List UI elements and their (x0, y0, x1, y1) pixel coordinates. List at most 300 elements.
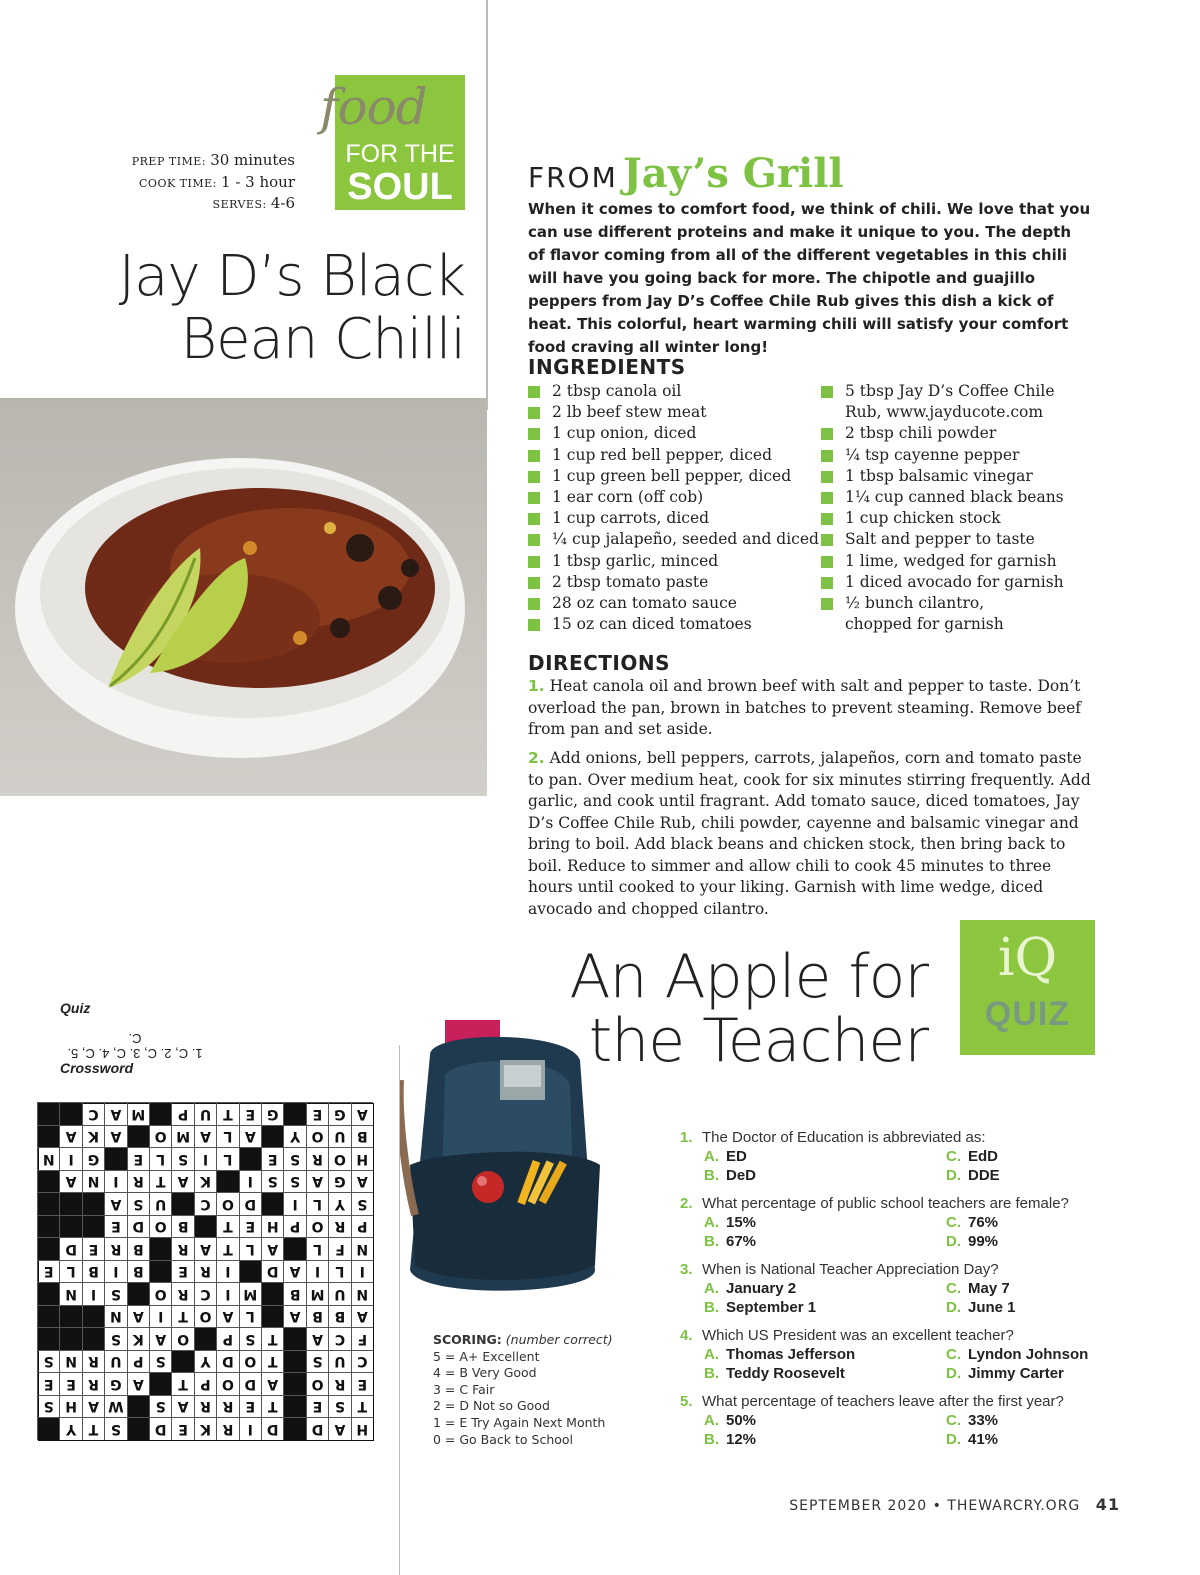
crossword-cell (59, 1395, 81, 1418)
page-footer (789, 1495, 1120, 1514)
crossword-cell (283, 1260, 305, 1283)
crossword-letter: A (334, 1421, 346, 1437)
crossword-letter: R (222, 1421, 234, 1437)
crossword-letter: D (154, 1421, 167, 1437)
crossword-cell (351, 1328, 373, 1351)
crossword-letter: D (222, 1353, 234, 1370)
crossword-letter: E (43, 1263, 54, 1280)
crossword-cell (328, 1125, 350, 1148)
crossword-cell (351, 1283, 373, 1306)
scoring-header (433, 1332, 613, 1349)
bullet-square-icon (528, 556, 540, 568)
crossword-black-cell (149, 1260, 171, 1283)
crossword-black-cell (239, 1260, 261, 1283)
crossword-letter: O (221, 1196, 234, 1212)
crossword-letter: U (199, 1106, 212, 1122)
crossword-letter: A (200, 1128, 211, 1145)
answer-option-c (946, 1147, 998, 1166)
logo-soul-text: SOUL (347, 166, 453, 208)
chili-bowl-photo (0, 398, 487, 796)
ingredient-item (821, 466, 1064, 487)
option-letter: A. (704, 1280, 719, 1297)
crossword-cell (283, 1193, 305, 1216)
step-text: Heat canola oil and brown beef with salt and pepper to taste. Don’t overload the pan, brown in batches to prevent steaming. Remove beef from pan and set aside. (528, 677, 1081, 738)
crossword-letter: N (356, 1286, 369, 1302)
crossword-letter: A (356, 1106, 368, 1122)
directions-heading: DIRECTIONS (528, 651, 671, 675)
crossword-cell (216, 1148, 238, 1171)
crossword-cell (306, 1125, 328, 1148)
crossword-cell (216, 1125, 238, 1148)
crossword-cell (171, 1395, 193, 1418)
crossword-letter: T (178, 1308, 188, 1325)
crossword-cell (104, 1215, 126, 1238)
crossword-letter: P (200, 1376, 211, 1392)
option-text: ED (726, 1148, 747, 1165)
crossword-cell (328, 1215, 350, 1238)
crossword-letter: S (245, 1331, 256, 1347)
crossword-cell (239, 1193, 261, 1216)
crossword-cell (306, 1305, 328, 1328)
crossword-letter: A (312, 1331, 323, 1347)
crossword-letter: S (110, 1286, 121, 1302)
crossword-letter: O (154, 1218, 167, 1235)
bullet-square-icon (821, 598, 833, 610)
direction-step-1 (528, 676, 1094, 741)
quiz-title-line2: the Teacher (588, 1006, 928, 1076)
crossword-letter: N (356, 1241, 369, 1257)
ingredient-item (528, 466, 819, 487)
crossword-cell (59, 1373, 81, 1396)
crossword-letter: C (357, 1353, 368, 1370)
crossword-letter: A (110, 1106, 122, 1122)
crossword-cell (216, 1328, 238, 1351)
crossword-letter: B (356, 1128, 368, 1145)
crossword-cell (104, 1373, 126, 1396)
crossword-letter: D (244, 1376, 257, 1392)
option-letter: B. (704, 1167, 719, 1184)
ingredient-item (528, 508, 819, 529)
crossword-letter: T (267, 1353, 278, 1370)
crossword-cell (194, 1395, 216, 1418)
crossword-cell (127, 1193, 149, 1216)
ingredient-text: 2 tbsp tomato paste (552, 572, 709, 591)
answer-option-c (946, 1213, 998, 1232)
column-divider (486, 0, 488, 410)
crossword-letter: D (266, 1421, 279, 1437)
question-text-row (680, 1392, 1110, 1411)
answers-quiz-text: 1. C, 2. C, 3. C, 4. C, 5. C. (67, 1031, 203, 1061)
crossword-letter: F (335, 1241, 345, 1257)
question-text: Which US President was an excellent teacher? (702, 1327, 1014, 1344)
crossword-letter: O (177, 1331, 190, 1347)
ingredient-text: 1 cup onion, diced (552, 424, 697, 443)
crossword-letter: U (334, 1286, 346, 1302)
crossword-letter: I (359, 1263, 365, 1280)
crossword-black-cell (37, 1125, 59, 1148)
crossword-letter: L (223, 1128, 233, 1145)
crossword-letter: G (334, 1173, 346, 1190)
crossword-cell (171, 1418, 193, 1441)
direction-step-2 (528, 748, 1094, 920)
crossword-letter: C (200, 1286, 211, 1302)
option-text: 50% (726, 1412, 757, 1429)
crossword-cell (216, 1103, 238, 1126)
crossword-cell (59, 1260, 81, 1283)
crossword-black-cell (283, 1328, 305, 1351)
crossword-cell (328, 1328, 350, 1351)
crossword-cell (127, 1148, 149, 1171)
ingredient-item (821, 487, 1064, 508)
intro-paragraph: When it comes to comfort food, we think of chili. We love that you can use different proteins and make it unique to you. The depth of flavor coming from all of the different vegetables in this chili will have you going back for more. The chipotle and guajillo peppers from Jay D’s Coffee Chile Rub gives this dish a kick of heat. This colorful, heart warming chili will satisfy your comfort food craving all winter long! (528, 200, 1091, 356)
crossword-letter: S (334, 1398, 345, 1415)
crossword-letter: R (88, 1376, 99, 1392)
crossword-letter: A (356, 1173, 368, 1190)
bullet-square-icon (528, 450, 540, 462)
crossword-letter: M (131, 1106, 146, 1122)
crossword-cell (261, 1103, 283, 1126)
crossword-black-cell (82, 1215, 104, 1238)
answer-option-a (704, 1147, 747, 1166)
crossword-cell (149, 1215, 171, 1238)
crossword-cell (59, 1418, 81, 1441)
crossword-cell (82, 1170, 104, 1193)
crossword-cell (194, 1418, 216, 1441)
crossword-cell (216, 1418, 238, 1441)
scoring-row: 4 = B Very Good (433, 1365, 537, 1381)
scoring-title: SCORING: (433, 1332, 502, 1347)
question-text: When is National Teacher Appreciation Day? (702, 1261, 999, 1278)
crossword-letter: Y (334, 1196, 345, 1212)
crossword-cell (306, 1328, 328, 1351)
option-text: Thomas Jefferson (726, 1346, 856, 1363)
bullet-square-icon (821, 450, 833, 462)
crossword-cell (104, 1305, 126, 1328)
ingredient-text: 1 cup red bell pepper, diced (552, 445, 772, 464)
crossword-letter: I (113, 1263, 119, 1280)
crossword-cell (59, 1125, 81, 1148)
bullet-square-icon (821, 577, 833, 589)
crossword-cell (351, 1103, 373, 1126)
crossword-cell (351, 1125, 373, 1148)
crossword-cell (283, 1305, 305, 1328)
crossword-cell (239, 1238, 261, 1261)
crossword-cell (171, 1125, 193, 1148)
option-text: September 1 (726, 1299, 817, 1316)
crossword-cell (127, 1350, 149, 1373)
crossword-letter: R (132, 1173, 144, 1190)
crossword-black-cell (261, 1305, 283, 1328)
crossword-letter: S (110, 1421, 121, 1437)
crossword-black-cell (59, 1103, 81, 1126)
crossword-cell (239, 1350, 261, 1373)
quiz-question (680, 1326, 1110, 1386)
ingredient-text: 1 lime, wedged for garnish (845, 551, 1057, 570)
scoring-row: 1 = E Try Again Next Month (433, 1414, 606, 1430)
crossword-letter: E (178, 1263, 188, 1280)
crossword-letter: N (87, 1173, 100, 1190)
bullet-square-icon (821, 556, 833, 568)
crossword-letter: P (289, 1218, 301, 1235)
crossword-letter: L (313, 1241, 322, 1257)
ingredient-text: 28 oz can tomato sauce (552, 594, 737, 613)
crossword-letter: E (312, 1106, 323, 1122)
crossword-cell (283, 1148, 305, 1171)
ingredient-text: 15 oz can diced tomatoes (552, 615, 752, 634)
crossword-cell (82, 1395, 104, 1418)
question-text-row (680, 1326, 1110, 1345)
bullet-square-icon (528, 598, 540, 610)
crossword-letter: R (177, 1286, 189, 1302)
crossword-black-cell (104, 1148, 126, 1171)
question-number: 4. (680, 1327, 693, 1344)
quiz-question (680, 1392, 1110, 1452)
crossword-black-cell (82, 1305, 104, 1328)
bullet-square-icon (528, 577, 540, 589)
crossword-black-cell (171, 1350, 193, 1373)
question-text-row (680, 1260, 1110, 1279)
crossword-cell (37, 1373, 59, 1396)
crossword-cell (127, 1305, 149, 1328)
bullet-square-icon (528, 492, 540, 504)
option-text: 67% (726, 1233, 757, 1250)
crossword-cell (82, 1350, 104, 1373)
answers-quiz-label: Quiz (60, 1000, 91, 1016)
crossword-cell (351, 1373, 373, 1396)
crossword-letter: D (311, 1421, 324, 1437)
crossword-cell (351, 1170, 373, 1193)
answer-option-d (946, 1166, 1000, 1185)
answer-option-b (704, 1298, 816, 1317)
crossword-letter: D (244, 1196, 257, 1212)
crossword-letter: H (266, 1218, 279, 1235)
crossword-letter: A (200, 1241, 211, 1257)
crossword-black-cell (261, 1193, 283, 1216)
crossword-letter: O (154, 1286, 167, 1302)
crossword-cell (261, 1238, 283, 1261)
crossword-letter: A (177, 1173, 189, 1190)
crossword-black-cell (59, 1193, 81, 1216)
crossword-cell (149, 1193, 171, 1216)
crossword-cell (239, 1418, 261, 1441)
crossword-cell (171, 1148, 193, 1171)
crossword-letter: I (158, 1308, 164, 1325)
crossword-letter: B (132, 1241, 144, 1257)
logo-food-text: food (320, 78, 427, 136)
crossword-letter: E (357, 1376, 368, 1392)
bullet-square-icon (821, 471, 833, 483)
quiz-question (680, 1260, 1110, 1320)
answer-option-a (704, 1345, 855, 1364)
crossword-cell (127, 1170, 149, 1193)
crossword-black-cell (239, 1148, 261, 1171)
scoring-subtitle: (number correct) (505, 1332, 613, 1347)
crossword-letter: S (267, 1173, 278, 1190)
crossword-letter: G (266, 1106, 279, 1122)
ingredient-continuation: Rub, www.jayducote.com (845, 403, 1044, 422)
ingredient-item (528, 445, 819, 466)
crossword-cell (328, 1260, 350, 1283)
crossword-cell (216, 1305, 238, 1328)
ingredient-text: 1 cup chicken stock (845, 509, 1001, 528)
ingredient-item (528, 423, 819, 444)
crossword-cell (59, 1283, 81, 1306)
option-letter: B. (704, 1365, 719, 1382)
crossword-black-cell (149, 1238, 171, 1261)
crossword-letter: R (88, 1353, 99, 1370)
crossword-cell (171, 1238, 193, 1261)
crossword-letter: T (223, 1218, 233, 1235)
crossword-cell (127, 1238, 149, 1261)
crossword-letter: E (43, 1376, 54, 1392)
ingredient-text: 1 tbsp garlic, minced (552, 551, 719, 570)
ingredient-text: 2 lb beef stew meat (552, 403, 707, 422)
crossword-letter: B (177, 1218, 189, 1235)
crossword-cell (37, 1350, 59, 1373)
crossword-letter: B (132, 1263, 144, 1280)
crossword-cell (104, 1238, 126, 1261)
bullet-square-icon (528, 407, 540, 419)
crossword-black-cell (283, 1350, 305, 1373)
question-text-row (680, 1194, 1110, 1213)
crossword-cell (306, 1418, 328, 1441)
option-letter: C. (946, 1412, 961, 1429)
crossword-cell (104, 1328, 126, 1351)
crossword-letter: K (88, 1128, 99, 1145)
crossword-letter: R (110, 1241, 122, 1257)
crossword-cell (171, 1260, 193, 1283)
crossword-letter: L (245, 1241, 255, 1257)
option-text: 33% (968, 1412, 999, 1429)
crossword-black-cell (283, 1103, 305, 1126)
crossword-letter: A (267, 1376, 279, 1392)
crossword-cell (239, 1395, 261, 1418)
ingredient-item (821, 445, 1064, 466)
cook-time (139, 172, 295, 194)
crossword-letter: T (223, 1241, 233, 1257)
crossword-letter: D (132, 1218, 145, 1235)
scoring-list (433, 1349, 613, 1449)
crossword-cell (59, 1170, 81, 1193)
crossword-cell (127, 1215, 149, 1238)
crossword-letter: I (314, 1263, 321, 1280)
option-text: DDE (968, 1167, 1000, 1184)
crossword-cell (239, 1170, 261, 1193)
crossword-cell (306, 1103, 328, 1126)
crossword-letter: I (292, 1196, 298, 1212)
crossword-letter: P (357, 1218, 368, 1235)
crossword-black-cell (171, 1193, 193, 1216)
crossword-black-cell (59, 1215, 81, 1238)
crossword-cell (149, 1283, 171, 1306)
crossword-cell (171, 1328, 193, 1351)
crossword-black-cell (37, 1238, 59, 1261)
crossword-cell (239, 1283, 261, 1306)
crossword-cell (328, 1103, 350, 1126)
crossword-black-cell (82, 1328, 104, 1351)
option-letter: A. (704, 1412, 719, 1429)
crossword-letter: O (221, 1376, 234, 1392)
crossword-letter: O (154, 1128, 167, 1145)
crossword-letter: T (223, 1106, 233, 1122)
crossword-letter: L (223, 1151, 233, 1167)
prep-label: PREP TIME: (131, 155, 207, 168)
bullet-square-icon (821, 492, 833, 504)
crossword-cell (283, 1283, 305, 1306)
crossword-letter: A (65, 1173, 77, 1190)
crossword-black-cell (194, 1215, 216, 1238)
crossword-letter: E (245, 1218, 256, 1235)
crossword-cell (351, 1305, 373, 1328)
ingredient-item (528, 551, 819, 572)
crossword-cell (149, 1148, 171, 1171)
crossword-cell (283, 1170, 305, 1193)
crossword-cell (328, 1283, 350, 1306)
crossword-cell (104, 1125, 126, 1148)
ingredient-text: 1¼ cup canned black beans (845, 488, 1064, 507)
crossword-cell (261, 1395, 283, 1418)
crossword-letter: I (113, 1173, 119, 1190)
crossword-letter: L (66, 1263, 76, 1280)
crossword-cell (171, 1283, 193, 1306)
crossword-letter: K (200, 1173, 211, 1190)
crossword-letter: W (108, 1398, 124, 1415)
crossword-letter: N (65, 1353, 77, 1370)
crossword-letter: B (334, 1308, 346, 1325)
crossword-letter: H (65, 1398, 77, 1415)
step-text: Add onions, bell peppers, carrots, jalapeños, corn and tomato paste to pan. Over medium heat, cook for six minutes stirring frequently. Add garlic, and cook until fragrant. Add tomato sauce, diced tomatoes, Jay D’s Coffee Chile Rub, chili powder, cayenne and balsamic vinegar and bring to boil. Add black beans and chicken stock, then bring back to boil. Reduce to simmer and allow chili to cook 45 minutes to three hours until cooked to your liking. Garnish with lime wedge, diced avocado and chopped cilantro. (528, 749, 1091, 918)
crossword-cell (82, 1148, 104, 1171)
crossword-letter: D (266, 1263, 279, 1280)
ingredient-item (528, 487, 819, 508)
crossword-letter: S (290, 1173, 301, 1190)
step-number: 2. (528, 749, 545, 767)
quiz-question (680, 1194, 1110, 1254)
crossword-cell (216, 1283, 238, 1306)
crossword-letter: F (357, 1331, 368, 1347)
crossword-letter: A (289, 1263, 301, 1280)
quiz-title-line1: An Apple for (569, 942, 928, 1012)
option-letter: D. (946, 1167, 961, 1184)
option-text: January 2 (726, 1280, 797, 1297)
crossword-letter: T (88, 1421, 99, 1437)
crossword-letter: E (245, 1106, 256, 1122)
crossword-letter: I (202, 1151, 209, 1167)
crossword-black-cell (261, 1283, 283, 1306)
crossword-letter: S (133, 1196, 144, 1212)
crossword-letter: A (177, 1398, 189, 1415)
crossword-letter: L (245, 1308, 255, 1325)
crossword-cell (283, 1215, 305, 1238)
crossword-cell (306, 1350, 328, 1373)
ingredient-text: 2 tbsp chili powder (845, 424, 997, 443)
ingredient-text: 5 tbsp Jay D’s Coffee Chile (845, 382, 1055, 400)
crossword-letter: T (178, 1376, 188, 1392)
answers-crossword-label: Crossword (60, 1060, 134, 1076)
option-text: June 1 (968, 1299, 1016, 1316)
crossword-cell (351, 1193, 373, 1216)
crossword-cell (328, 1148, 350, 1171)
option-text: 99% (968, 1233, 999, 1250)
crossword-cell (171, 1215, 193, 1238)
crossword-letter: S (155, 1353, 166, 1370)
crossword-cell (351, 1395, 373, 1418)
crossword-letter: L (156, 1151, 166, 1167)
from-restaurant-name: Jay’s Grill (622, 150, 844, 197)
scoring-row: 2 = D Not so Good (433, 1398, 550, 1414)
crossword-cell (149, 1125, 171, 1148)
crossword-letter: C (88, 1106, 99, 1122)
